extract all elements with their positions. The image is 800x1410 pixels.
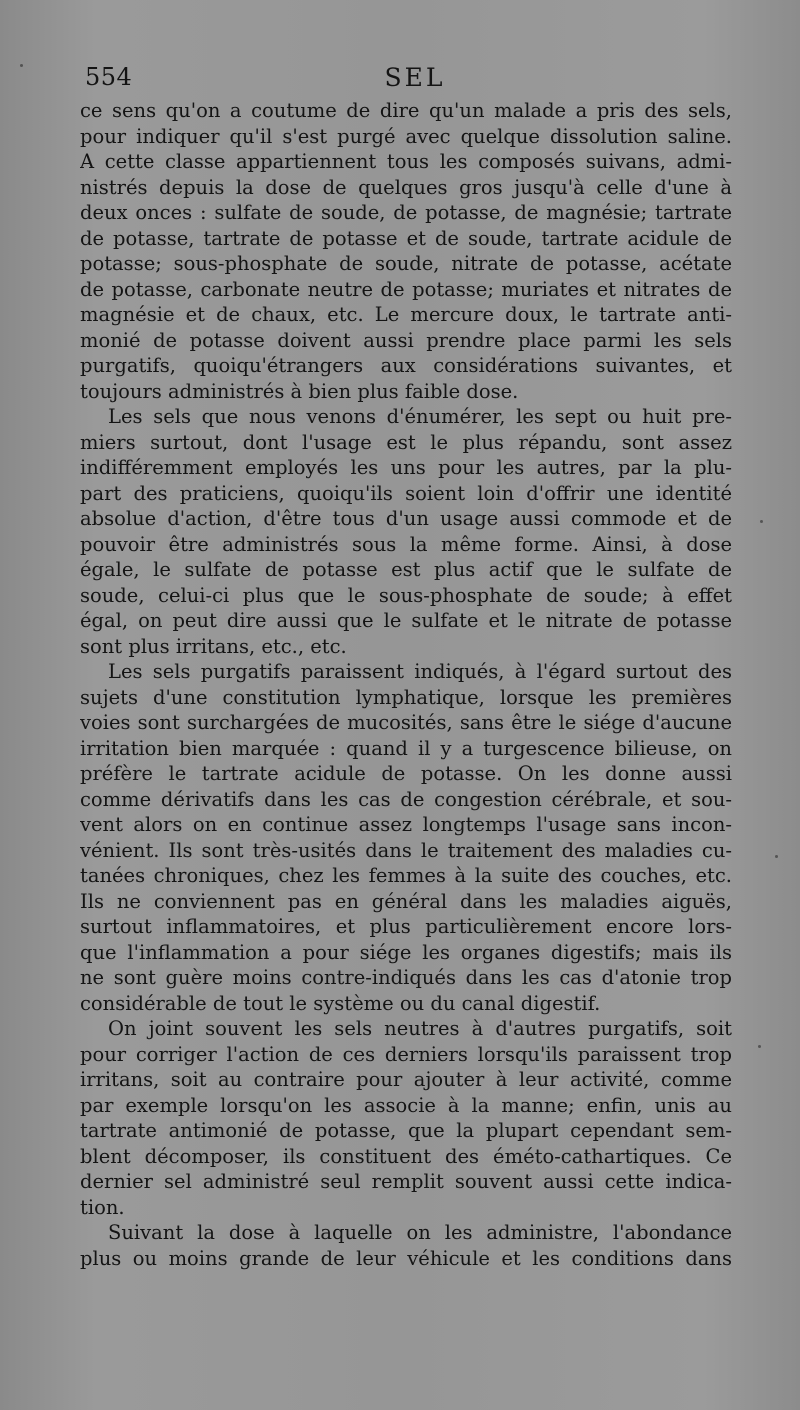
text-line: purgatifs, quoiqu'étrangers aux considérations suivantes, et [80,354,732,377]
text-line: égale, le sulfate de potasse est plus actif que le sulfate de [80,558,732,581]
body-text [80,98,732,1271]
text-line: sujets d'une constitution lymphatique, lorsque les premières [80,685,732,709]
paragraph [80,404,732,659]
text-line: de potasse, carbonate neutre de potasse; muriates et nitrates de [80,277,732,301]
running-head: SEL [384,63,446,92]
paper-speck [758,1045,761,1048]
text-line: magnésie et de chaux, etc. Le mercure doux, le tartrate anti- [80,303,732,326]
paper-speck [20,64,23,67]
text-line: tion. [80,1195,125,1219]
text-line: miers surtout, dont l'usage est le plus répandu, sont assez [80,430,732,454]
text-line: vénient. Ils sont très-usités dans le traitement des maladies cu- [80,838,732,862]
text-line: que l'inflammation a pour siége les organes digestifs; mais ils [80,940,732,964]
text-line: Les sels que nous venons d'énumérer, les sept ou huit pre- [108,405,732,428]
text-line: ne sont guère moins contre-indiqués dans les cas d'atonie trop [80,966,732,989]
text-line: pouvoir être administrés sous la même forme. Ainsi, à dose [80,532,732,556]
text-line: On joint souvent les sels neutres à d'autres purgatifs, soit [108,1017,732,1040]
text-line: plus ou moins grande de leur véhicule et les conditions dans [80,1246,732,1270]
text-line: par exemple lorsqu'on les associe à la manne; enfin, unis au [80,1093,732,1117]
paper-speck [775,855,778,858]
text-line: monié de potasse doivent aussi prendre place parmi les sels [80,328,732,352]
text-line: de potasse, tartrate de potasse et de soude, tartrate acidule de [80,226,732,250]
page-number: 554 [85,63,133,91]
paragraph [80,659,732,1016]
text-line: nistrés depuis la dose de quelques gros jusqu'à celle d'une à [80,175,732,199]
text-line: égal, on peut dire aussi que le sulfate et le nitrate de potasse [80,609,732,632]
paragraph [80,1016,732,1220]
text-line: surtout inflammatoires, et plus particulièrement encore lors- [80,915,732,938]
text-line: deux onces : sulfate de soude, de potasse, de magnésie; tartrate [80,201,732,224]
text-line: pour indiquer qu'il s'est purgé avec quelque dissolution saline. [80,124,732,148]
text-line: vent alors on en continue assez longtemps l'usage sans incon- [80,813,732,836]
text-line: pour corriger l'action de ces derniers lorsqu'ils paraissent trop [80,1042,732,1066]
paragraph [80,98,732,404]
text-line: préfère le tartrate acidule de potasse. On les donne aussi [80,762,732,785]
text-line: sont plus irritans, etc., etc. [80,634,347,658]
text-line: indifféremment employés les uns pour les autres, par la plu- [80,456,732,479]
text-line: irritation bien marquée : quand il y a turgescence bilieuse, on [80,736,732,760]
text-line: Ils ne conviennent pas en général dans les maladies aiguës, [80,889,732,913]
text-line: part des praticiens, quoiqu'ils soient loin d'offrir une identité [80,481,732,505]
text-line: toujours administrés à bien plus faible dose. [80,379,519,403]
paper-speck [760,520,763,523]
text-line: irritans, soit au contraire pour ajouter à leur activité, comme [80,1068,732,1091]
text-line: potasse; sous-phosphate de soude, nitrate de potasse, acétate [80,252,732,275]
text-line: ce sens qu'on a coutume de dire qu'un malade a pris des sels, [80,99,732,122]
text-line: tartrate antimonié de potasse, que la plupart cependant sem- [80,1119,732,1142]
text-line: voies sont surchargées de mucosités, sans être le siége d'aucune [80,711,732,734]
text-line: absolue d'action, d'être tous d'un usage aussi commode et de [80,507,732,530]
page-header [85,63,745,99]
text-line: dernier sel administré seul remplit souvent aussi cette indica- [80,1170,732,1193]
text-line: blent décomposer, ils constituent des éméto-cathartiques. Ce [80,1144,732,1168]
text-line: Suivant la dose à laquelle on les administre, l'abondance [108,1221,732,1244]
text-line: considérable de tout le système ou du canal digestif. [80,991,601,1015]
text-line: A cette classe appartiennent tous les composés suivans, admi- [80,150,732,173]
text-line: tanées chroniques, chez les femmes à la suite des couches, etc. [80,864,732,887]
text-line: Les sels purgatifs paraissent indiqués, à l'égard surtout des [108,660,732,683]
text-line: comme dérivatifs dans les cas de congestion cérébrale, et sou- [80,787,732,811]
text-line: soude, celui-ci plus que le sous-phosphate de soude; à effet [80,583,732,607]
paragraph [80,1220,732,1271]
